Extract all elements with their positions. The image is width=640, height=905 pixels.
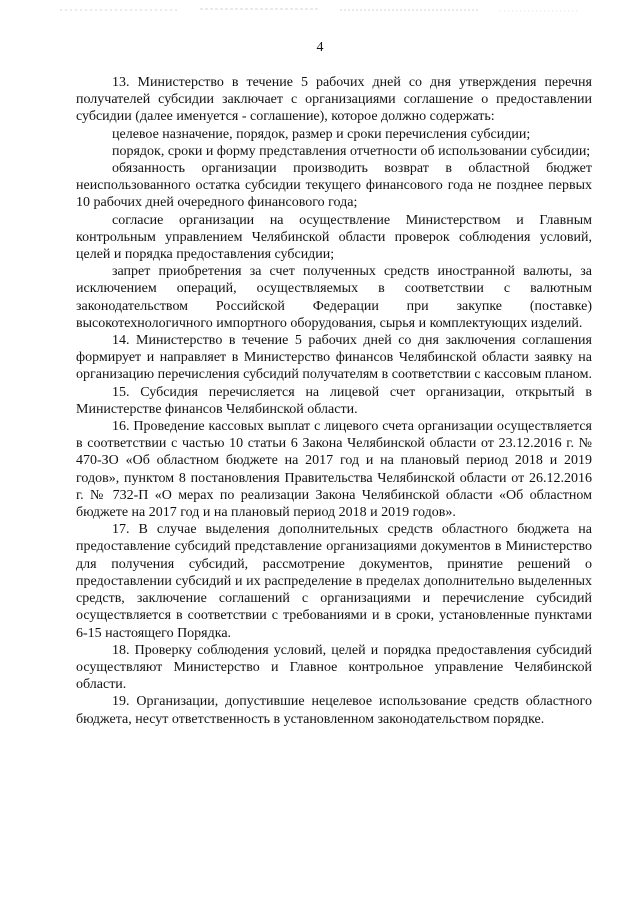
paragraph-13-item-refund: обязанность организации производить возврат в областной бюджет неиспользованного остатка субсидии текущего финансового года не позднее первых 10 рабочих дней очередного финансового года;	[76, 161, 592, 211]
paragraph-18: 18. Проверку соблюдения условий, целей и порядка предоставления субсидий осуществляют Министерство и Главное контрольное управление Челябинской области.	[76, 642, 592, 693]
paragraph-13: 13. Министерство в течение 5 рабочих дней со дня утверждения перечня получателей субсидии заключает с организациями соглашение о предоставлении субсидии (далее именуется - соглашение), которое должно содержать:	[76, 75, 592, 125]
paragraph-19: 19. Организации, допустившие нецелевое использование средств областного бюджета, несут ответственность в установленном законодательством порядке.	[76, 694, 592, 727]
scan-artifact-header	[60, 6, 580, 14]
paragraph-13-item-purpose: целевое назначение, порядок, размер и сроки перечисления субсидии;	[112, 126, 531, 142]
paragraph-15: 15. Субсидия перечисляется на лицевой счет организации, открытый в Министерстве финансов Челябинской области.	[76, 384, 592, 417]
paragraph-17: 17. В случае выделения дополнительных средств областного бюджета на предоставление субсидий представление организациями документов в Министерство для получения субсидий, рассмотрение документов, принятие решений о предоставлении субсидий и их распределение в пределах дополнительно выделенных средств, заключение соглашений с организациями и перечисление субсидий осуществляется в соответствии с требованиями и в сроки, установленные пунктами 6-15 настоящего Порядка.	[76, 522, 592, 641]
document-body	[76, 74, 592, 728]
paragraph-13-item-currency-ban: запрет приобретения за счет полученных средств иностранной валюты, за исключением операций, осуществляемых в соответствии с валютным законодательством Российской Федерации при закупке (поставке) высокотехнологичного импортного оборудования, сырья и комплектующих изделий.	[76, 264, 592, 331]
paragraph-16: 16. Проведение кассовых выплат с лицевого счета организации осуществляется в соответствии с частью 10 статьи 6 Закона Челябинской области от 23.12.2016 г. № 470-ЗО «Об областном бюджете на 2017 год и на плановый период 2018 и 2019 годов», пунктом 8 постановления Правительства Челябинской области от 26.12.2016 г. № 732-П «О мерах по реализации Закона Челябинской области «Об областном бюджете на 2017 год и на плановый период 2018 и 2019 годов».	[76, 419, 592, 521]
paragraph-14: 14. Министерство в течение 5 рабочих дней со дня заключения соглашения формирует и направляет в Министерство финансов Челябинской области заявку на организацию перечисления субсидий получателям в соответствии с кассовым планом.	[76, 333, 592, 383]
paragraph-13-item-consent: согласие организации на осуществление Министерством и Главным контрольным управлением Челябинской области проверок соблюдения условий, целей и порядка предоставления субсидии;	[76, 212, 592, 263]
page-number: 4	[316, 40, 324, 55]
paragraph-13-item-reporting: порядок, сроки и форму представления отчетности об использовании субсидии;	[112, 143, 591, 159]
